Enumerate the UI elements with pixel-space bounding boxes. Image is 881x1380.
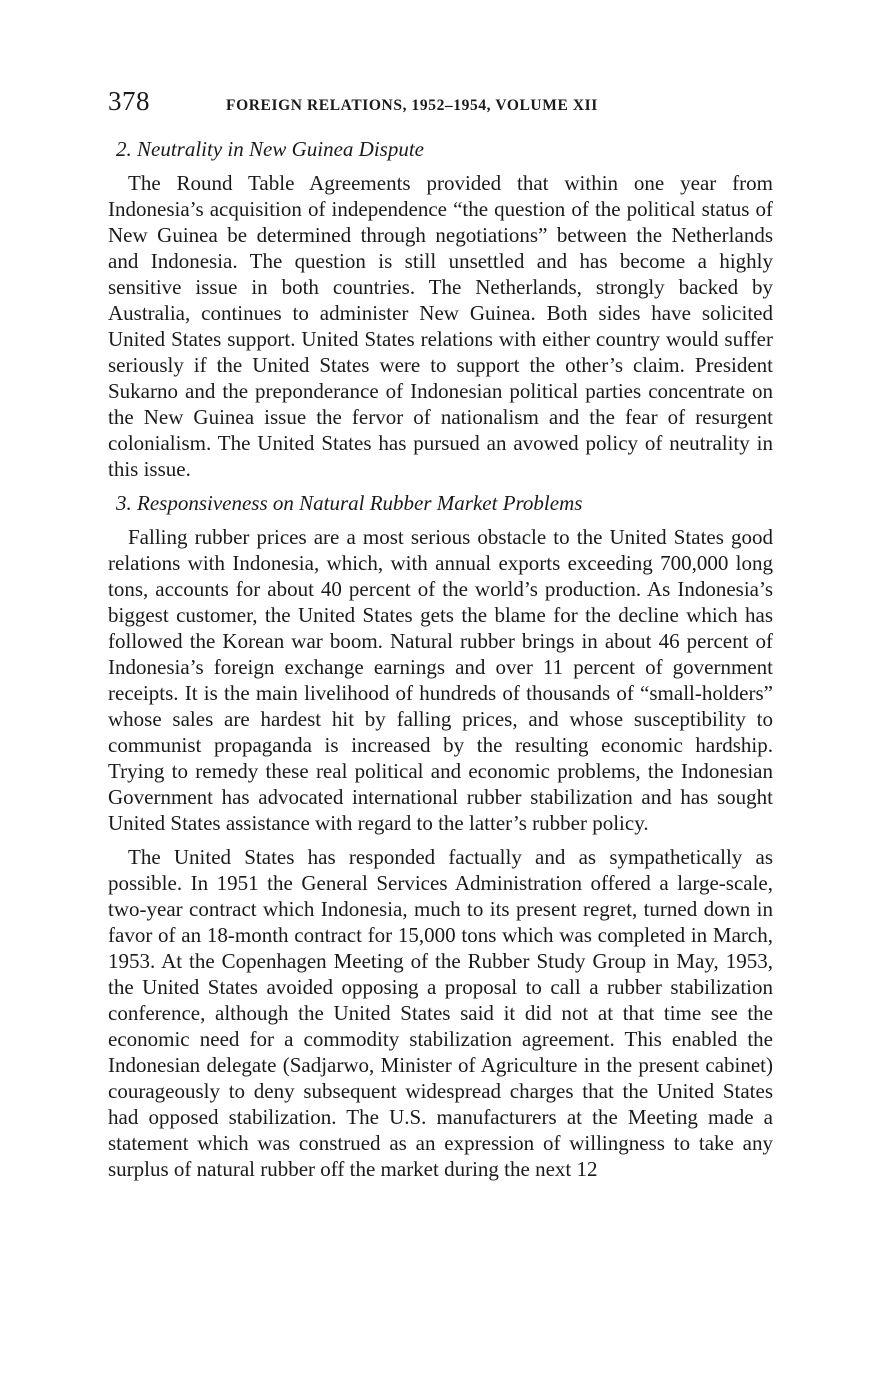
paragraph: Falling rubber prices are a most serious obstacle to the United States good relations with Indonesia, which, with annual exports exceeding 700,000 long tons, accounts for about 40 percent of the world’s production. As Indonesia’s biggest customer, the United States gets the blame for the decline which has followed the Korean war boom. Natural rubber brings in about 46 percent of Indonesia’s foreign exchange earnings and over 11 percent of government receipts. It is the main livelihood of hundreds of thousands of “small-holders” whose sales are hardest hit by falling prices, and whose susceptibility to communist propaganda is increased by the resulting economic hardship. Trying to remedy these real political and economic problems, the Indonesian Government has advocated international rubber stabilization and has sought United States assistance with regard to the latter’s rubber policy. [108, 525, 773, 835]
page-number: 378 [108, 86, 150, 116]
running-head [108, 86, 773, 126]
document-page [108, 86, 773, 1190]
paragraph: The United States has responded factually and as sympathetically as possible. In 1951 the General Services Administration offered a large-scale, two-year contract which Indonesia, much to its present regret, turned down in favor of an 18-month contract for 15,000 tons which was completed in March, 1953. At the Copenhagen Meeting of the Rubber Study Group in May, 1953, the United States avoided opposing a proposal to call a rubber stabilization conference, although the United States said it did not at that time see the economic need for a commodity stabilization agreement. This enabled the Indonesian delegate (Sadjarwo, Minister of Agriculture in the present cabinet) courageously to deny subsequent widespread charges that the United States had opposed stabilization. The U.S. manufacturers at the Meeting made a statement which was construed as an expression of willingness to take any surplus of natural rubber off the market during the next 12 [108, 845, 773, 1181]
section-heading-neutrality: 2. Neutrality in New Guinea Dispute [116, 137, 424, 161]
paragraph: The Round Table Agreements provided that within one year from Indonesia’s acquisition of independence “the question of the political status of New Guinea be determined through negotiations” between the Netherlands and Indonesia. The question is still unsettled and has become a highly sensitive issue in both countries. The Netherlands, strongly backed by Australia, continues to administer New Guinea. Both sides have solicited United States support. United States relations with either country would suffer seriously if the United States were to support the other’s claim. President Sukarno and the preponderance of Indonesian political parties concentrate on the New Guinea issue the fervor of nationalism and the fear of resurgent colonialism. The United States has pursued an avowed policy of neutrality in this issue. [108, 171, 773, 481]
running-title: FOREIGN RELATIONS, 1952–1954, VOLUME XII [226, 97, 598, 114]
section-heading-rubber: 3. Responsiveness on Natural Rubber Market Problems [116, 491, 583, 515]
